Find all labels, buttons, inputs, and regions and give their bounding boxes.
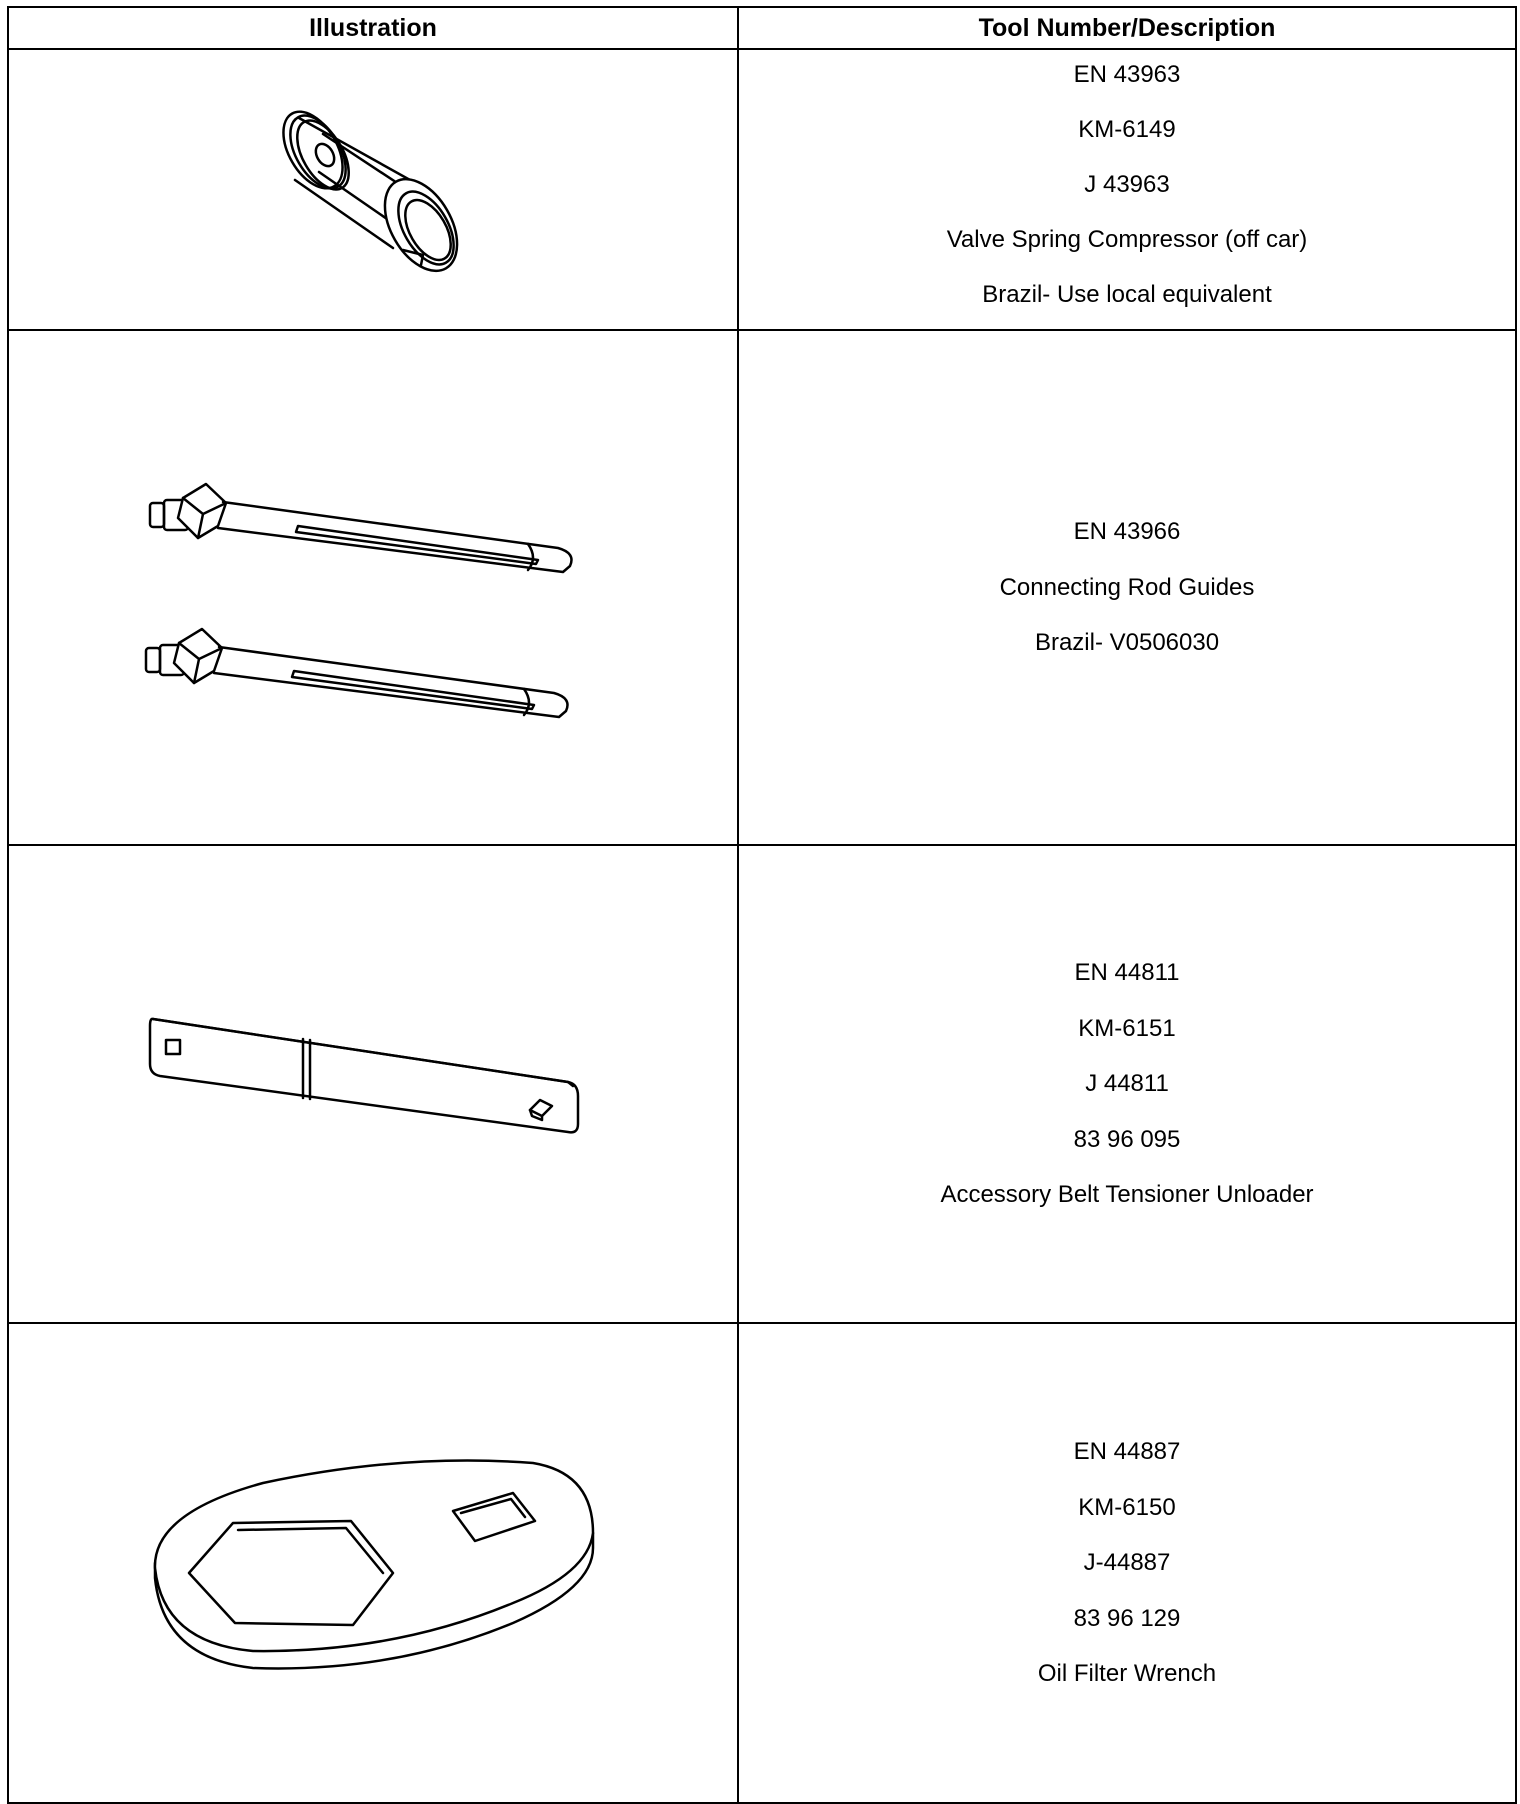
illustration-cell bbox=[8, 330, 738, 845]
tool-number: J-44887 bbox=[1083, 1549, 1171, 1577]
table-row bbox=[8, 1323, 1516, 1803]
tool-number: 83 96 129 bbox=[1073, 1604, 1181, 1632]
table-header-row bbox=[8, 7, 1516, 49]
tool-number: KM-6151 bbox=[1078, 1014, 1176, 1042]
tool-name: Oil Filter Wrench bbox=[1037, 1660, 1217, 1688]
tool-description-cell bbox=[738, 49, 1516, 330]
tool-description-cell bbox=[738, 1323, 1516, 1803]
tool-number: J 43963 bbox=[1084, 171, 1170, 198]
header-illustration: Illustration bbox=[8, 7, 738, 49]
tool-note: Brazil- Use local equivalent bbox=[982, 281, 1272, 308]
illustration-cell bbox=[8, 1323, 738, 1803]
header-tool-description: Tool Number/Description bbox=[738, 7, 1516, 49]
tool-number: J 44811 bbox=[1085, 1070, 1169, 1098]
valve-spring-compressor-icon bbox=[243, 80, 503, 300]
oil-filter-wrench-icon bbox=[143, 1453, 603, 1673]
tool-number: EN 43966 bbox=[1073, 518, 1181, 546]
illustration-cell bbox=[8, 49, 738, 330]
special-tools-table bbox=[7, 6, 1517, 1804]
tool-name: Accessory Belt Tensioner Unloader bbox=[940, 1181, 1314, 1209]
tool-number: EN 44887 bbox=[1073, 1438, 1181, 1466]
tool-number: EN 43963 bbox=[1073, 61, 1181, 88]
tool-number: KM-6150 bbox=[1078, 1493, 1176, 1521]
tool-name: Connecting Rod Guides bbox=[999, 573, 1255, 601]
table-row bbox=[8, 845, 1516, 1323]
tool-number: 83 96 095 bbox=[1073, 1125, 1181, 1153]
tool-description-cell bbox=[738, 845, 1516, 1323]
tool-number: KM-6149 bbox=[1078, 116, 1176, 143]
table-row bbox=[8, 330, 1516, 845]
connecting-rod-guides-icon bbox=[138, 448, 608, 728]
tool-note: Brazil- V0506030 bbox=[1034, 629, 1220, 657]
tool-number: EN 44811 bbox=[1074, 959, 1180, 987]
table-row bbox=[8, 49, 1516, 330]
belt-tensioner-unloader-icon bbox=[138, 1004, 608, 1164]
tool-description-cell bbox=[738, 330, 1516, 845]
illustration-cell bbox=[8, 845, 738, 1323]
tool-name: Valve Spring Compressor (off car) bbox=[946, 226, 1308, 253]
